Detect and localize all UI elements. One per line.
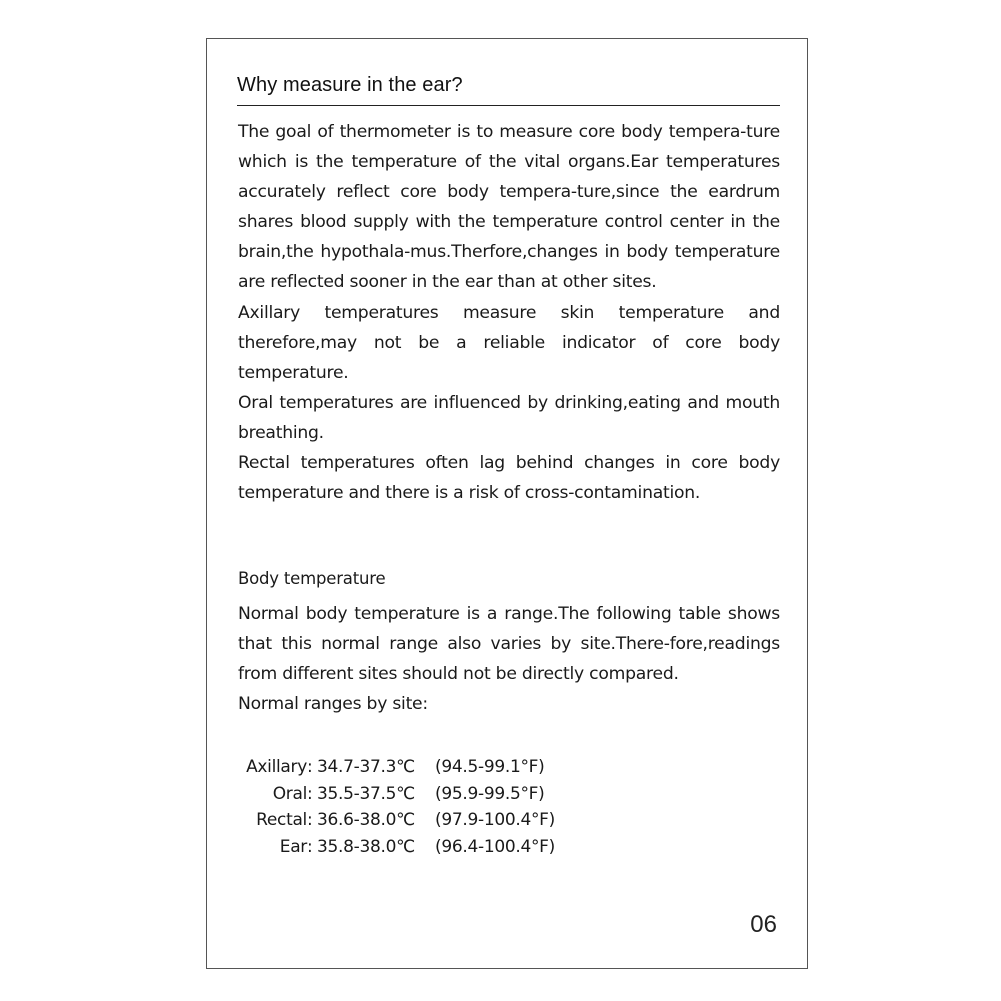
range-celsius: 35.8-38.0℃ <box>317 836 415 857</box>
range-site: Axillary <box>246 757 307 777</box>
heading-underline <box>237 105 780 106</box>
paragraph-rectal: Rectal temperatures often lag behind changes in core body temperature and there is a risk of cross-contamination. <box>238 453 780 504</box>
range-site: Ear <box>279 836 307 857</box>
range-colon: : <box>307 783 313 804</box>
page-number: 06 <box>750 911 777 938</box>
paragraph-ranges-intro: Normal ranges by site: <box>238 694 428 715</box>
section-heading: Why measure in the ear? <box>237 74 463 96</box>
range-colon: : <box>307 810 313 830</box>
paragraph-oral: Oral temperatures are influenced by drinking,eating and mouth breathing. <box>238 392 780 443</box>
paragraph-normal-range: Normal body temperature is a range.The following table shows that this normal range also varies by site.There-fore,readings from different sites should not be directly compared. <box>238 604 780 685</box>
ear-measurement-text <box>238 117 780 508</box>
range-row <box>235 834 555 861</box>
range-fahrenheit: (96.4-100.4°F) <box>435 836 555 857</box>
range-row <box>235 781 555 808</box>
range-row <box>235 807 555 834</box>
range-site: Rectal <box>256 810 307 830</box>
range-fahrenheit: (95.9-99.5°F) <box>435 783 545 804</box>
range-row <box>235 754 555 781</box>
paragraph-axillary: Axillary temperatures measure skin temperature and therefore,may not be a reliable indicator of core body temperature. <box>238 302 780 383</box>
range-celsius: 35.5-37.5℃ <box>317 783 415 804</box>
range-colon: : <box>307 757 313 777</box>
range-fahrenheit: (97.9-100.4°F) <box>435 810 555 830</box>
body-temperature-title: Body temperature <box>238 569 386 588</box>
range-colon: : <box>307 836 313 857</box>
range-fahrenheit: (94.5-99.1°F) <box>435 757 545 777</box>
range-celsius: 34.7-37.3℃ <box>317 757 415 777</box>
range-celsius: 36.6-38.0℃ <box>317 810 415 830</box>
manual-page <box>206 38 808 969</box>
body-temperature-text <box>238 599 780 719</box>
ranges-by-site-table <box>235 754 555 860</box>
paragraph-core-temperature: The goal of thermometer is to measure core body tempera-ture which is the temperature of the vital organs.Ear temperatures accurately reflect core body tempera-ture,since the eardrum shares blood supply with the temperature control center in the brain,the hypothala-mus.Therfore,changes in body temperature are reflected sooner in the ear than at other sites. <box>238 122 780 293</box>
range-site: Oral <box>272 783 307 804</box>
